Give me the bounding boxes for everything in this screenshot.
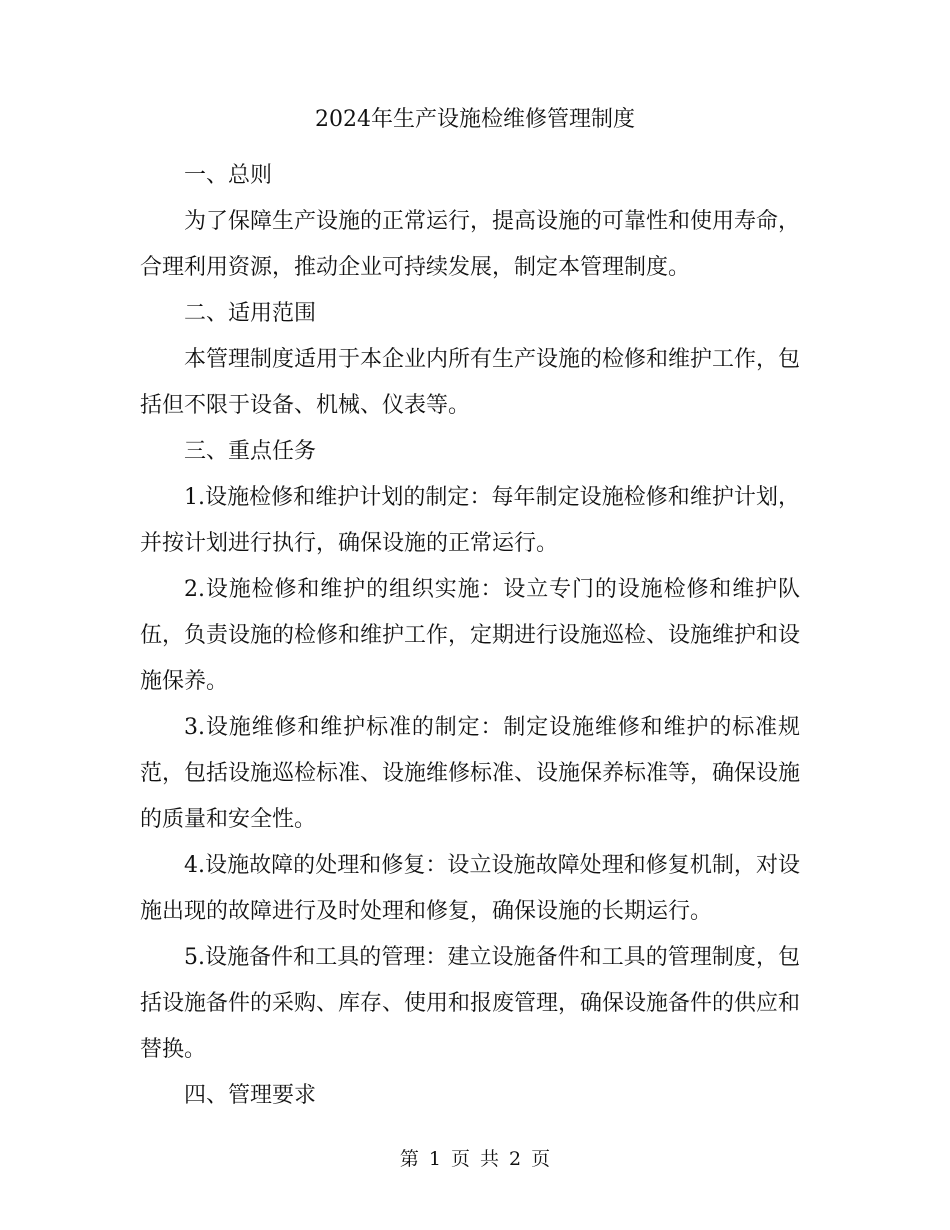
task-item-3: 3.设施维修和维护标准的制定：制定设施维修和维护的标准规范，包括设施巡检标准、设施维修标准、设施保养标准等，确保设施的质量和安全性。 xyxy=(140,715,801,832)
document-body xyxy=(140,153,800,1119)
section-heading-scope: 二、适用范围 xyxy=(184,301,317,326)
task-item-5: 5.设施备件和工具的管理：建立设施备件和工具的管理制度，包括设施备件的采购、库存、使用和报废管理，确保设施备件的供应和替换。 xyxy=(140,945,801,1062)
paragraph-general: 为了保障生产设施的正常运行，提高设施的可靠性和使用寿命，合理利用资源，推动企业可持续发展，制定本管理制度。 xyxy=(140,209,801,280)
document-title: 2024年生产设施检维修管理制度 xyxy=(315,107,635,132)
section-heading-general: 一、总则 xyxy=(184,163,273,188)
section-heading-requirements: 四、管理要求 xyxy=(184,1083,317,1108)
page-number-footer: 第 1 页 共 2 页 xyxy=(399,1148,551,1170)
task-item-4: 4.设施故障的处理和修复：设立设施故障处理和修复机制，对设施出现的故障进行及时处理和修复，确保设施的长期运行。 xyxy=(140,853,800,924)
task-item-1: 1.设施检修和维护计划的制定：每年制定设施检修和维护计划，并按计划进行执行，确保设施的正常运行。 xyxy=(140,485,800,556)
paragraph-scope: 本管理制度适用于本企业内所有生产设施的检修和维护工作，包括但不限于设备、机械、仪表等。 xyxy=(140,347,801,418)
section-heading-key-tasks: 三、重点任务 xyxy=(184,439,317,464)
task-item-2: 2.设施检修和维护的组织实施：设立专门的设施检修和维护队伍，负责设施的检修和维护工作，定期进行设施巡检、设施维护和设施保养。 xyxy=(140,577,801,694)
